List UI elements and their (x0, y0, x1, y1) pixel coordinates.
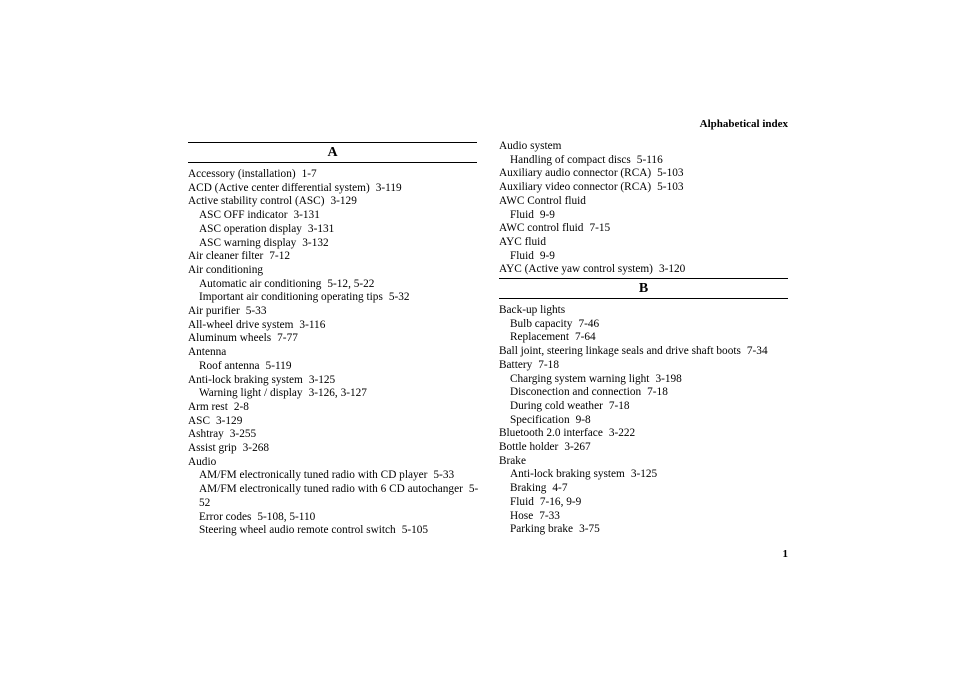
index-subentry (188, 524, 477, 538)
section-heading-b: B (499, 278, 788, 299)
index-entry (499, 455, 788, 469)
entry-page-ref[interactable]: 3-267 (564, 441, 591, 454)
index-subentry (188, 360, 477, 374)
index-subentry (499, 373, 788, 387)
index-entries-a (188, 168, 477, 538)
entry-term: Auxiliary audio connector (RCA) (499, 167, 652, 180)
entry-term: During cold weather (510, 399, 603, 412)
entry-term: Active stability control (ASC) (188, 195, 325, 208)
index-entry (499, 195, 788, 209)
index-subentry (499, 318, 788, 332)
entry-term: ASC (188, 414, 210, 427)
entry-page-ref[interactable]: 7-16, 9-9 (539, 495, 582, 508)
index-entry (499, 167, 788, 181)
index-entry (499, 345, 788, 359)
entry-term: Air cleaner filter (188, 250, 264, 263)
entry-term: Ashtray (188, 428, 224, 441)
index-subentry (499, 209, 788, 223)
entry-term: Air conditioning (188, 263, 263, 276)
entry-page-ref[interactable]: 5-12, 5-22 (327, 277, 375, 290)
index-subentry (499, 400, 788, 414)
entry-term: ASC operation display (199, 222, 302, 235)
entry-term: AM/FM electronically tuned radio with CD player (199, 469, 428, 482)
index-entries-a-continued (499, 140, 788, 277)
entry-page-ref[interactable]: 3-132 (302, 236, 329, 249)
entry-term: Audio (188, 455, 217, 468)
index-subentry (188, 209, 477, 223)
entry-page-ref[interactable]: 7-46 (578, 317, 600, 330)
entry-term: Antenna (188, 346, 227, 359)
entry-page-ref[interactable]: 3-129 (215, 414, 243, 427)
entry-term: Back-up lights (499, 304, 566, 317)
entry-term: Replacement (510, 331, 569, 344)
entry-term: Anti-lock braking system (510, 468, 625, 481)
entry-term: Hose (510, 509, 534, 522)
entry-page-ref[interactable]: 9-9 (539, 249, 555, 262)
entry-term: Brake (499, 454, 526, 467)
index-subentry (188, 511, 477, 525)
entry-term: AYC (Active yaw control system) (499, 263, 653, 276)
index-subentry (499, 414, 788, 428)
entry-term: Accessory (installation) (188, 168, 296, 180)
entry-term: Braking (510, 482, 547, 495)
page-number: 1 (782, 548, 788, 560)
entry-term: Bottle holder (499, 441, 559, 454)
index-subentry (499, 250, 788, 264)
entry-page-ref[interactable]: 3-131 (293, 209, 320, 222)
entry-term: Important air conditioning operating tips (199, 291, 383, 304)
entry-page-ref[interactable]: 9-9 (539, 208, 555, 221)
index-subentry (499, 154, 788, 168)
entry-term: Error codes (199, 510, 252, 523)
entry-page-ref[interactable]: 7-34 (746, 345, 768, 358)
entry-term: Anti-lock braking system (188, 373, 303, 386)
entry-term: Bulb capacity (510, 317, 573, 330)
index-entry (188, 168, 477, 182)
entry-page-ref[interactable]: 3-125 (630, 468, 658, 481)
entry-term: Air purifier (188, 305, 240, 318)
entry-page-ref[interactable]: 3-255 (229, 428, 257, 441)
index-subentry (499, 331, 788, 345)
entry-page-ref[interactable]: 5-103 (657, 181, 684, 194)
entry-term: Aluminum wheels (188, 332, 272, 345)
entry-term: Steering wheel audio remote control switch (199, 524, 396, 537)
index-subentry (188, 483, 477, 497)
entry-term: Fluid (510, 208, 534, 221)
index-entry (499, 359, 788, 373)
entry-term: AM/FM electronically tuned radio with 6 CD autochanger (199, 483, 463, 496)
entry-page-ref[interactable]: 7-77 (277, 332, 298, 345)
entry-term: Parking brake (510, 523, 574, 536)
entry-term: All-wheel drive system (188, 318, 294, 331)
index-subentry (499, 510, 788, 524)
entry-page-ref[interactable]: 3-75 (579, 523, 600, 536)
entry-term: Automatic air conditioning (199, 277, 322, 290)
index-entry (188, 305, 477, 319)
entry-page-ref[interactable]: 5-33 (245, 305, 267, 318)
entry-page-ref[interactable]: 7-64 (574, 331, 596, 344)
entry-page-ref[interactable]: 5-119 (265, 359, 292, 372)
index-entry (188, 374, 477, 388)
index-entry (188, 428, 477, 442)
index-entry (188, 442, 477, 456)
entry-page-ref[interactable]: 7-15 (589, 222, 611, 235)
index-subentry (499, 496, 788, 510)
entry-term: AWC Control fluid (499, 194, 586, 207)
entry-page-ref[interactable]: 7-18 (538, 358, 559, 371)
index-subentry (188, 278, 477, 292)
entry-page-ref[interactable]: 7-33 (539, 509, 560, 522)
index-entry (188, 319, 477, 333)
running-header: Alphabetical index (699, 118, 788, 130)
entry-term: 52 (199, 496, 211, 509)
index-entry (188, 182, 477, 196)
entry-term: Audio system (499, 140, 562, 152)
index-entry (188, 250, 477, 264)
entry-term: Auxiliary video connector (RCA) (499, 181, 652, 194)
entry-page-ref[interactable]: 3-268 (242, 442, 270, 455)
entry-page-ref[interactable]: 5- (468, 483, 479, 496)
entry-term: Bluetooth 2.0 interface (499, 427, 603, 440)
entry-term: Handling of compact discs (510, 153, 631, 166)
index-subentry (188, 387, 477, 401)
entry-page-ref[interactable]: 9-8 (575, 413, 591, 426)
entry-term: ASC warning display (199, 236, 297, 249)
index-entry (499, 140, 788, 154)
index-subentry (188, 237, 477, 251)
index-entries-b (499, 304, 788, 537)
entry-term: Battery (499, 358, 533, 371)
entry-page-ref[interactable]: 5-105 (401, 524, 429, 537)
index-entry (188, 332, 477, 346)
entry-page-ref[interactable]: 3-198 (655, 372, 682, 385)
index-entry (499, 304, 788, 318)
index-subentry (499, 386, 788, 400)
entry-page-ref[interactable]: 1-7 (301, 168, 317, 180)
entry-page-ref[interactable]: 5-116 (636, 153, 663, 166)
index-entry (188, 195, 477, 209)
section-heading-a: A (188, 142, 477, 163)
entry-page-ref[interactable]: 3-116 (299, 318, 326, 331)
index-column-right (499, 140, 788, 537)
index-entry (499, 236, 788, 250)
entry-term: Assist grip (188, 442, 237, 455)
index-entry (499, 181, 788, 195)
index-subentry (188, 497, 477, 511)
entry-term: Warning light / display (199, 387, 303, 400)
entry-page-ref[interactable]: 4-7 (552, 482, 568, 495)
entry-term: Roof antenna (199, 359, 260, 372)
index-subentry (188, 291, 477, 305)
index-subentry (499, 482, 788, 496)
index-entry (188, 264, 477, 278)
index-entry (499, 427, 788, 441)
entry-term: Ball joint, steering linkage seals and drive shaft boots (499, 345, 741, 358)
entry-page-ref[interactable]: 5-32 (388, 291, 410, 304)
entry-term: AWC control fluid (499, 222, 584, 235)
index-entry (188, 456, 477, 470)
entry-page-ref[interactable]: 7-18 (647, 386, 668, 399)
entry-page-ref[interactable]: 7-18 (608, 399, 630, 412)
entry-term: AYC fluid (499, 235, 546, 248)
entry-term: ASC OFF indicator (199, 209, 288, 222)
index-entry (499, 441, 788, 455)
index-entry (188, 415, 477, 429)
entry-page-ref[interactable]: 3-126, 3-127 (308, 387, 367, 400)
index-entry (499, 222, 788, 236)
entry-term: Fluid (510, 495, 534, 508)
index-entry (499, 263, 788, 277)
entry-term: Charging system warning light (510, 372, 650, 385)
index-column-left (188, 141, 477, 538)
entry-page-ref[interactable]: 5-103 (657, 167, 684, 180)
index-subentry (188, 469, 477, 483)
entry-term: Arm rest (188, 400, 228, 413)
entry-page-ref[interactable]: 3-125 (308, 373, 336, 386)
entry-term: Fluid (510, 249, 534, 262)
entry-page-ref[interactable]: 5-108, 5-110 (257, 510, 316, 523)
index-entry (188, 401, 477, 415)
entry-page-ref[interactable]: 7-12 (269, 250, 290, 263)
index-subentry (499, 468, 788, 482)
entry-page-ref[interactable]: 2-8 (233, 400, 249, 413)
index-subentry (188, 223, 477, 237)
index-subentry (499, 523, 788, 537)
entry-term: Disconection and connection (510, 386, 642, 399)
entry-page-ref[interactable]: 5-33 (433, 469, 455, 482)
entry-page-ref[interactable]: 3-119 (375, 181, 402, 194)
entry-page-ref[interactable]: 3-120 (658, 263, 686, 276)
entry-page-ref[interactable]: 3-131 (307, 222, 335, 235)
entry-term: ACD (Active center differential system) (188, 181, 370, 194)
index-entry (188, 346, 477, 360)
entry-page-ref[interactable]: 3-222 (608, 427, 636, 440)
entry-page-ref[interactable]: 3-129 (330, 195, 357, 208)
entry-term: Specification (510, 413, 570, 426)
